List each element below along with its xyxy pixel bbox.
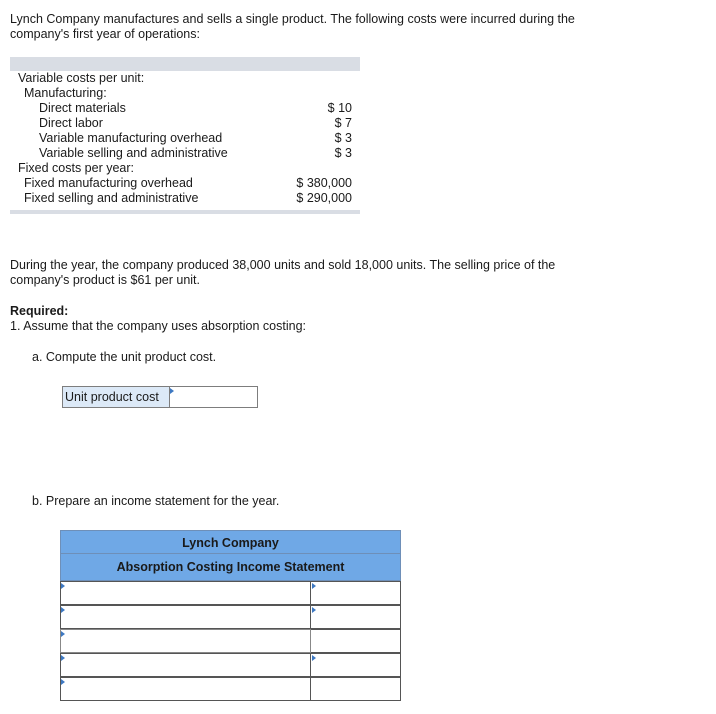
fixed-mfg-overhead-label: Fixed manufacturing overhead: [24, 176, 193, 190]
statement-row-label-cell: [60, 677, 311, 701]
fixed-costs-header-row: [10, 161, 360, 176]
statement-row-amount-input[interactable]: [311, 654, 400, 676]
input-marker-icon: [170, 388, 174, 394]
production-line-2: company's product is $61 per unit.: [10, 273, 200, 287]
direct-materials-row: [10, 101, 360, 116]
required-heading: Required:: [10, 304, 69, 318]
amount-marker-icon: [312, 607, 316, 613]
amount-marker-icon: [312, 655, 316, 661]
statement-row: [60, 677, 401, 701]
statement-row-amount-cell: [311, 629, 401, 653]
unit-product-cost-input[interactable]: [171, 387, 257, 407]
statement-row-label-cell: [60, 581, 311, 605]
statement-row-label-input[interactable]: [61, 654, 310, 676]
row-marker-icon: [61, 583, 65, 589]
variable-selling-admin-value: $ 3: [334, 146, 352, 160]
statement-row-label-input[interactable]: [61, 678, 310, 700]
variable-mfg-overhead-value: $ 3: [334, 131, 352, 145]
direct-labor-label: Direct labor: [39, 116, 103, 130]
income-statement: [60, 530, 401, 701]
statement-row: [60, 605, 401, 629]
statement-row-amount-input[interactable]: [311, 606, 400, 628]
requirement-1: 1. Assume that the company uses absorption costing:: [10, 319, 307, 333]
statement-row: [60, 581, 401, 605]
fixed-selling-admin-value: $ 290,000: [296, 191, 352, 205]
row-marker-icon: [61, 607, 65, 613]
manufacturing-header: Manufacturing:: [24, 86, 107, 100]
unit-product-cost-row: [62, 386, 258, 408]
statement-row: [60, 653, 401, 677]
direct-materials-label: Direct materials: [39, 101, 126, 115]
fixed-selling-admin-row: [10, 191, 360, 206]
variable-mfg-overhead-row: [10, 131, 360, 146]
unit-product-cost-label: Unit product cost: [63, 387, 170, 407]
statement-row-amount-input[interactable]: [311, 678, 400, 700]
production-info: [10, 258, 670, 288]
variable-costs-header-row: [10, 71, 360, 86]
direct-labor-row: [10, 116, 360, 131]
statement-row-label-input[interactable]: [61, 630, 310, 652]
statement-row-amount-input[interactable]: [311, 630, 400, 652]
fixed-selling-admin-label: Fixed selling and administrative: [24, 191, 199, 205]
direct-labor-value: $ 7: [334, 116, 352, 130]
variable-costs-header: Variable costs per unit:: [18, 71, 145, 85]
cost-table-top-bar: [10, 57, 360, 71]
requirement-part-b: b. Prepare an income statement for the year.: [32, 494, 280, 508]
manufacturing-header-row: [10, 86, 360, 101]
variable-selling-admin-row: [10, 146, 360, 161]
statement-title: Absorption Costing Income Statement: [60, 554, 401, 581]
statement-row-label-cell: [60, 653, 311, 677]
intro-line-2: company's first year of operations:: [10, 27, 200, 41]
statement-row-label-cell: [60, 605, 311, 629]
statement-row-label-input[interactable]: [61, 582, 310, 604]
direct-materials-value: $ 10: [327, 101, 352, 115]
statement-row-label-cell: [60, 629, 311, 653]
variable-mfg-overhead-label: Variable manufacturing overhead: [39, 131, 223, 145]
statement-row-amount-cell: [311, 605, 401, 629]
statement-row: [60, 629, 401, 653]
cost-table-bottom-bar: [10, 210, 360, 214]
fixed-mfg-overhead-value: $ 380,000: [296, 176, 352, 190]
variable-selling-admin-label: Variable selling and administrative: [39, 146, 228, 160]
statement-row-amount-cell: [311, 653, 401, 677]
statement-row-amount-input[interactable]: [311, 582, 400, 604]
fixed-mfg-overhead-row: [10, 176, 360, 191]
production-line-1: During the year, the company produced 38,000 units and sold 18,000 units. The selling price of the: [10, 258, 556, 272]
intro-line-1: Lynch Company manufactures and sells a single product. The following costs were incurred during the: [10, 12, 575, 26]
cost-table: [10, 57, 360, 214]
row-marker-icon: [61, 655, 65, 661]
amount-marker-icon: [312, 583, 316, 589]
requirement-part-a: a. Compute the unit product cost.: [32, 350, 217, 364]
problem-intro: [10, 12, 670, 42]
statement-company-name: Lynch Company: [60, 530, 401, 554]
statement-row-amount-cell: [311, 581, 401, 605]
statement-row-label-input[interactable]: [61, 606, 310, 628]
row-marker-icon: [61, 631, 65, 637]
fixed-costs-header: Fixed costs per year:: [18, 161, 135, 175]
row-marker-icon: [61, 679, 65, 685]
statement-row-amount-cell: [311, 677, 401, 701]
